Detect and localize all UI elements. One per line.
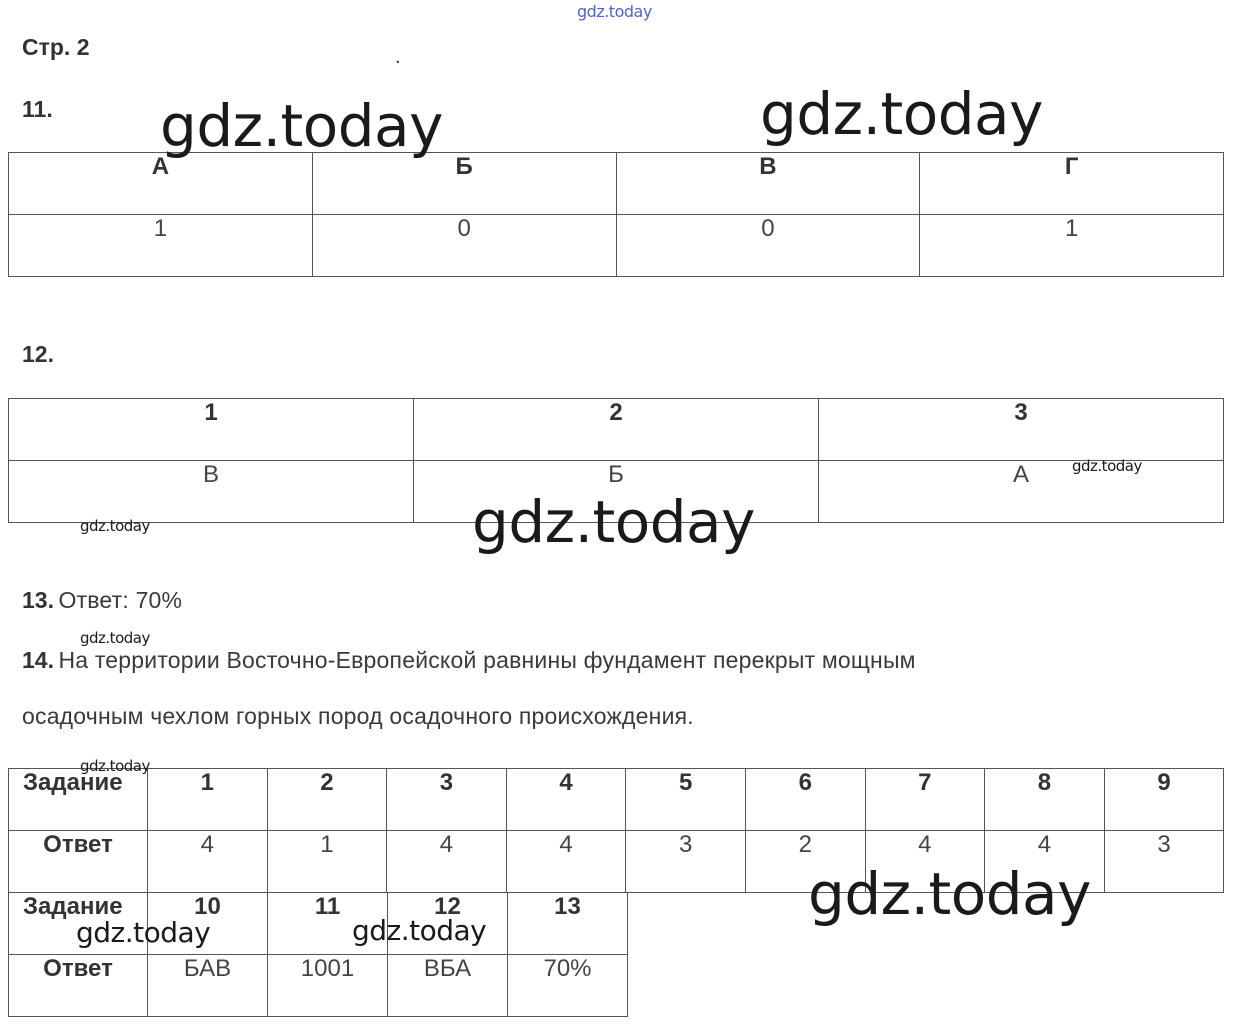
task13-number: 13.: [22, 587, 54, 613]
summary-table-2: [8, 892, 628, 1017]
watermark: gdz.today: [76, 916, 211, 949]
summary-answer-cell: 3: [1104, 831, 1224, 893]
summary-task-cell: 3: [387, 769, 507, 831]
summary-answer-cell: 4: [865, 831, 985, 893]
summary-answer-cell: 4: [985, 831, 1105, 893]
summary-task-cell: 5: [626, 769, 746, 831]
task11-value-cell: 0: [616, 215, 920, 277]
summary-answer-label-2: Ответ: [9, 955, 148, 1017]
task12-header-cell: 1: [9, 399, 414, 461]
summary-task-cell: 7: [865, 769, 985, 831]
watermark: gdz.today: [80, 757, 150, 775]
summary-answer-cell: 3: [626, 831, 746, 893]
summary-answer-cell: 1: [267, 831, 387, 893]
summary-answer-cell: 4: [387, 831, 507, 893]
watermark: gdz.today: [80, 517, 150, 535]
task12-number: 12.: [22, 341, 54, 367]
summary-task-label: Задание: [9, 769, 148, 831]
summary-task-cell: 4: [506, 769, 626, 831]
task12-value-cell: Б: [414, 461, 819, 523]
summary-task-cell: 2: [267, 769, 387, 831]
watermark: gdz.today: [760, 80, 1043, 148]
task11-value-cell: 1: [9, 215, 313, 277]
watermark: gdz.today: [352, 914, 487, 947]
task12-header-cell: 3: [819, 399, 1224, 461]
summary-task-cell: 1: [148, 769, 268, 831]
task14-line1: [22, 647, 916, 674]
summary-answer-cell: 2: [745, 831, 865, 893]
summary-answer-cell: 1001: [268, 955, 388, 1017]
watermark: gdz.today: [808, 860, 1091, 928]
task14-text-line2: осадочным чехлом горных пород осадочного происхождения.: [22, 703, 694, 729]
task11-header-cell: В: [616, 153, 920, 215]
task13: [22, 587, 182, 614]
task14-text-line1: На территории Восточно-Европейской равнины фундамент перекрыт мощным: [58, 647, 916, 673]
watermark: gdz.today: [160, 92, 443, 160]
summary-answer-cell: 4: [506, 831, 626, 893]
summary-task-label-2: Задание: [9, 893, 148, 955]
watermark: gdz.today: [1072, 457, 1142, 475]
watermark: gdz.today: [80, 629, 150, 647]
summary-task-cell: 6: [745, 769, 865, 831]
task11-value-cell: 0: [312, 215, 616, 277]
task12-value-cell: В: [9, 461, 414, 523]
task11-header-cell: Б: [312, 153, 616, 215]
task14-number: 14.: [22, 647, 54, 673]
summary-answer-cell: 4: [148, 831, 268, 893]
summary-task-cell: 13: [508, 893, 628, 955]
summary-answer-cell: 70%: [508, 955, 628, 1017]
page-label: Стр. 2: [22, 34, 90, 60]
summary-task-cell: 10: [148, 893, 268, 955]
summary-task-cell: 11: [268, 893, 388, 955]
watermark: gdz.today: [472, 488, 755, 556]
summary-answer-cell: БАВ: [148, 955, 268, 1017]
summary-task-cell: 8: [985, 769, 1105, 831]
stray-dot: .: [395, 46, 401, 68]
watermark-top: gdz.today: [577, 2, 652, 21]
task11-header-cell: Г: [920, 153, 1224, 215]
task11-number: 11.: [22, 96, 53, 122]
summary-task-cell: 12: [388, 893, 508, 955]
summary-answer-cell: ВБА: [388, 955, 508, 1017]
task12-value-cell: А: [819, 461, 1224, 523]
task13-answer: Ответ: 70%: [58, 587, 183, 613]
summary-task-cell: 9: [1104, 769, 1224, 831]
task12-header-cell: 2: [414, 399, 819, 461]
task11-header-cell: А: [9, 153, 313, 215]
task11-value-cell: 1: [920, 215, 1224, 277]
summary-answer-label: Ответ: [9, 831, 148, 893]
task11-table: [8, 152, 1224, 277]
